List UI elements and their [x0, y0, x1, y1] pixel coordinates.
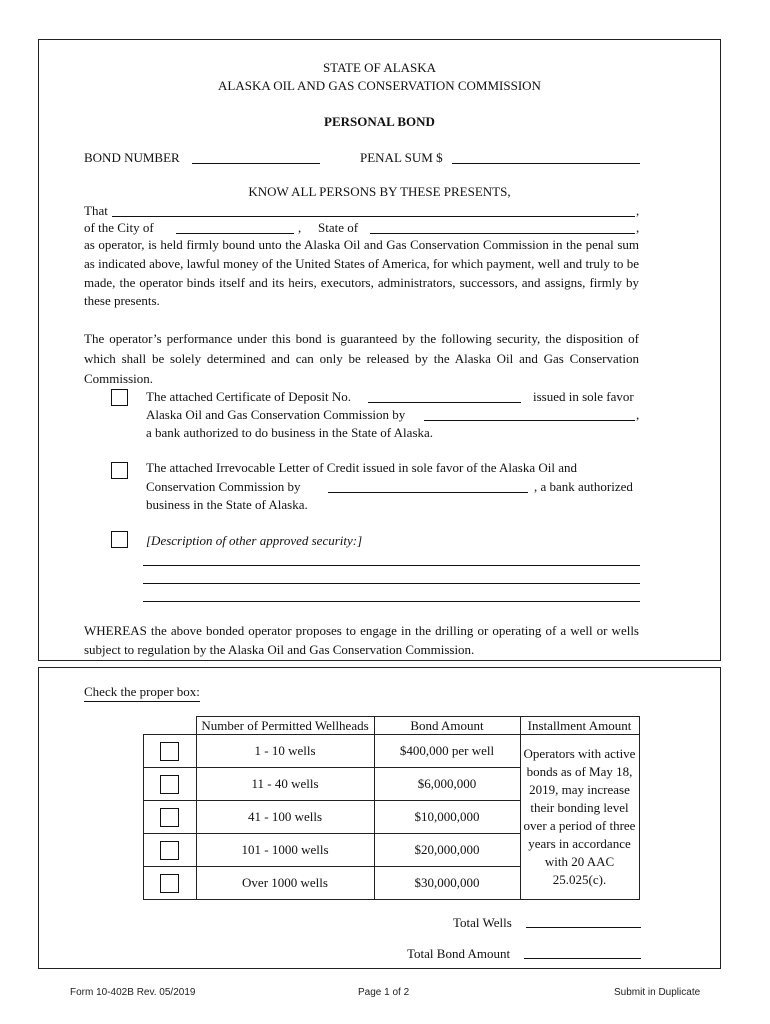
bond-amount: $10,000,000: [374, 801, 520, 834]
total-bond-amount-field[interactable]: [524, 958, 641, 959]
security-paragraph: The operator’s performance under this bond is guaranteed by the following security, the disposition of which shall be solely determined and can only be released by the Alaska Oil and Gas Conservation Commission.: [84, 331, 639, 386]
wells-range: 11 - 40 wells: [196, 768, 374, 801]
penal-sum-label: PENAL SUM $: [360, 150, 443, 165]
wells-range: Over 1000 wells: [196, 867, 374, 900]
state-heading: STATE OF ALASKA: [322, 60, 437, 75]
document-title: PERSONAL BOND: [324, 114, 435, 129]
other-security-checkbox[interactable]: [111, 531, 128, 548]
certificate-of-deposit-checkbox[interactable]: [111, 389, 128, 406]
wells-range: 41 - 100 wells: [196, 801, 374, 834]
know-all-heading: KNOW ALL PERSONS BY THESE PRESENTS,: [248, 184, 511, 199]
loc-text-3: , a bank authorized: [534, 479, 633, 494]
loc-text-2: Conservation Commission by: [146, 479, 301, 494]
cd-text-4: a bank authorized to do business in the State of Alaska.: [146, 425, 434, 440]
comma-4: ,: [636, 407, 640, 422]
loc-bank-field[interactable]: [328, 492, 528, 493]
bond-amount-header: Bond Amount: [374, 717, 520, 735]
cd-number-field[interactable]: [368, 402, 521, 403]
bond-amount: $400,000 per well: [374, 735, 520, 768]
that-label: That: [84, 203, 108, 218]
total-wells-label: Total Wells: [453, 915, 512, 930]
cd-bank-field[interactable]: [424, 420, 635, 421]
other-security-line-2[interactable]: [143, 583, 640, 584]
state-field[interactable]: [370, 233, 635, 234]
wells-1-10-checkbox[interactable]: [160, 742, 179, 761]
installment-note: Operators with active bonds as of May 18, 2019, may increase their bonding level over a period of three years in accordance with 20 AAC 25.025(c).: [520, 735, 639, 900]
bond-amount-table: [143, 716, 640, 900]
checkbox-header: [144, 717, 197, 735]
cd-text-2: issued in sole favor: [533, 389, 634, 404]
bond-number-field[interactable]: [192, 163, 320, 164]
submit-note: Submit in Duplicate: [614, 987, 701, 998]
wells-101-1000-checkbox[interactable]: [160, 841, 179, 860]
wells-range: 1 - 10 wells: [196, 735, 374, 768]
wells-41-100-checkbox[interactable]: [160, 808, 179, 827]
city-field[interactable]: [176, 233, 294, 234]
binding-paragraph: as operator, is held firmly bound unto the Alaska Oil and Gas Conservation Commission in the penal sum as indicated above, lawful money of the United States of America, for which payment, well and truly to be made, the operator binds itself and its heirs, executors, administrators, successors, and assigns, firmly by these presents.: [84, 237, 639, 309]
whereas-paragraph: WHEREAS the above bonded operator proposes to engage in the drilling or operating of a well or wells subject to regulation by the Alaska Oil and Gas Conservation Commission.: [84, 623, 639, 657]
wells-over-1000-checkbox[interactable]: [160, 874, 179, 893]
comma-2: ,: [298, 220, 302, 235]
bond-amount: $30,000,000: [374, 867, 520, 900]
letter-of-credit-checkbox[interactable]: [111, 462, 128, 479]
wells-11-40-checkbox[interactable]: [160, 775, 179, 794]
operator-name-field[interactable]: [112, 216, 635, 217]
bond-amount: $6,000,000: [374, 768, 520, 801]
bond-number-label: BOND NUMBER: [84, 150, 180, 165]
wellheads-header: Number of Permitted Wellheads: [196, 717, 374, 735]
table-row: [144, 735, 640, 768]
city-label: of the City of: [84, 220, 154, 235]
other-security-line-3[interactable]: [143, 601, 640, 602]
comma-3: ,: [636, 220, 640, 235]
total-wells-field[interactable]: [526, 927, 641, 928]
check-proper-box-label: Check the proper box:: [84, 684, 200, 702]
cd-text-3: Alaska Oil and Gas Conservation Commission by: [146, 407, 406, 422]
page-number: Page 1 of 2: [358, 987, 410, 998]
other-security-label: [Description of other approved security:]: [146, 533, 363, 548]
comma-1: ,: [636, 203, 640, 218]
other-security-line-1[interactable]: [143, 565, 640, 566]
loc-text-4: business in the State of Alaska.: [146, 497, 308, 512]
wells-range: 101 - 1000 wells: [196, 834, 374, 867]
total-bond-amount-label: Total Bond Amount: [407, 946, 511, 961]
penal-sum-field[interactable]: [452, 163, 640, 164]
bond-amount: $20,000,000: [374, 834, 520, 867]
loc-text-1: The attached Irrevocable Letter of Credit issued in sole favor of the Alaska Oil and: [146, 460, 578, 475]
state-of-label: State of: [318, 220, 359, 235]
installment-header: Installment Amount: [520, 717, 639, 735]
commission-heading: ALASKA OIL AND GAS CONSERVATION COMMISSION: [218, 78, 541, 93]
cd-text-1: The attached Certificate of Deposit No.: [146, 389, 352, 404]
form-number: Form 10-402B Rev. 05/2019: [70, 987, 196, 998]
